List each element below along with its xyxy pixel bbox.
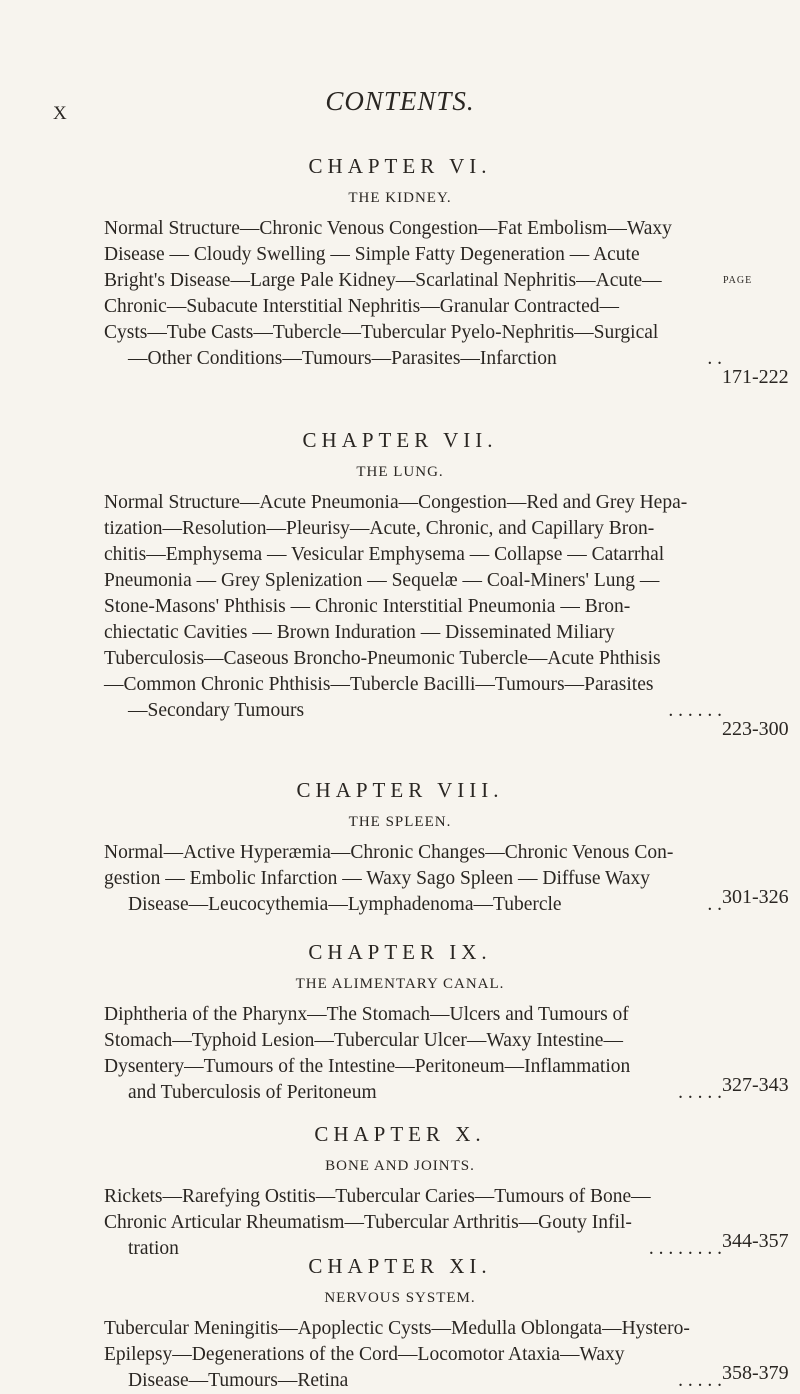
chapter-title: CHAPTER XI. bbox=[308, 1254, 492, 1278]
dot-leaders: . . . . . bbox=[678, 1082, 722, 1103]
chapter-contents bbox=[104, 490, 722, 724]
contents-line: —Other Conditions—Tumours—Parasites—Infarction bbox=[128, 348, 557, 369]
running-title: CONTENTS. bbox=[325, 86, 475, 116]
page-range: 344-357 bbox=[722, 1230, 789, 1252]
chapter-contents bbox=[104, 216, 722, 372]
contents-line: chiectatic Cavities — Brown Induration — Disseminated Miliary bbox=[104, 622, 615, 643]
dot-leaders: . . bbox=[707, 348, 722, 369]
contents-line: —Secondary Tumours bbox=[128, 700, 305, 721]
chapter-7 bbox=[0, 426, 800, 740]
contents-line: tization—Resolution—Pleurisy—Acute, Chronic, and Capillary Bron- bbox=[104, 518, 655, 539]
chapter-title: CHAPTER VI. bbox=[308, 154, 492, 178]
chapter-subject: THE SPLEEN. bbox=[348, 814, 452, 830]
dot-leaders: . . bbox=[707, 894, 722, 915]
contents-line: Epilepsy—Degenerations of the Cord—Locomotor Ataxia—Waxy bbox=[104, 1344, 625, 1365]
chapter-subject: THE ALIMENTARY CANAL. bbox=[295, 976, 505, 992]
contents-last-line bbox=[104, 1368, 722, 1394]
contents-line: Dysentery—Tumours of the Intestine—Peritoneum—Inflammation bbox=[104, 1056, 631, 1077]
page-range: 358-379 bbox=[722, 1362, 789, 1384]
chapter-6 bbox=[0, 152, 800, 388]
contents-line: Disease—Tumours—Retina bbox=[128, 1370, 349, 1391]
chapter-title: CHAPTER X. bbox=[314, 1122, 486, 1146]
page-range: 327-343 bbox=[722, 1074, 789, 1096]
chapter-title: CHAPTER VIII. bbox=[296, 778, 504, 802]
contents-line: chitis—Emphysema — Vesicular Emphysema — Collapse — Catarrhal bbox=[104, 544, 665, 565]
contents-line: Stone-Masons' Phthisis — Chronic Interstitial Pneumonia — Bron- bbox=[104, 596, 631, 617]
chapter-contents bbox=[104, 1002, 722, 1106]
contents-line: Cysts—Tube Casts—Tubercle—Tubercular Pyelo-Nephritis—Surgical bbox=[104, 322, 659, 343]
chapter-subject: THE KIDNEY. bbox=[348, 190, 452, 206]
dot-leaders: . . . . . bbox=[678, 1370, 722, 1391]
contents-line: Diphtheria of the Pharynx—The Stomach—Ulcers and Tumours of bbox=[104, 1004, 629, 1025]
chapter-contents bbox=[104, 840, 722, 918]
contents-line: Tubercular Meningitis—Apoplectic Cysts—Medulla Oblongata—Hystero- bbox=[104, 1318, 690, 1339]
contents-line: Chronic—Subacute Interstitial Nephritis—Granular Contracted— bbox=[104, 296, 619, 317]
contents-line: Pneumonia — Grey Splenization — Sequelæ — Coal-Miners' Lung — bbox=[104, 570, 660, 591]
page-range: 223-300 bbox=[722, 718, 789, 740]
contents-line: Disease—Leucocythemia—Lymphadenoma—Tubercle bbox=[128, 894, 562, 915]
contents-line: Normal Structure—Acute Pneumonia—Congestion—Red and Grey Hepa- bbox=[104, 492, 688, 513]
contents-line: —Common Chronic Phthisis—Tubercle Bacilli—Tumours—Parasites bbox=[104, 674, 654, 695]
contents-line: and Tuberculosis of Peritoneum bbox=[128, 1082, 377, 1103]
chapter-10 bbox=[0, 1120, 800, 1262]
page-number: X bbox=[53, 103, 67, 124]
contents-line: Normal—Active Hyperæmia—Chronic Changes—Chronic Venous Con- bbox=[104, 842, 674, 863]
contents-line: tration bbox=[128, 1238, 179, 1259]
dot-leaders: . . . . . . bbox=[668, 700, 722, 721]
chapter-11 bbox=[0, 1252, 800, 1394]
chapter-subject: BONE AND JOINTS. bbox=[325, 1158, 475, 1174]
chapter-contents bbox=[104, 1316, 722, 1394]
page-range: 171-222 bbox=[722, 366, 789, 388]
chapter-9 bbox=[0, 938, 800, 1106]
contents-line: Disease — Cloudy Swelling — Simple Fatty Degeneration — Acute bbox=[104, 244, 640, 265]
chapter-title: CHAPTER VII. bbox=[302, 428, 498, 452]
chapter-subject: NERVOUS SYSTEM. bbox=[324, 1290, 476, 1306]
page-column-label: PAGE bbox=[723, 275, 753, 286]
contents-line: Bright's Disease—Large Pale Kidney—Scarlatinal Nephritis—Acute— bbox=[104, 270, 662, 291]
chapter-subject: THE LUNG. bbox=[356, 464, 444, 480]
page-range: 301-326 bbox=[722, 886, 789, 908]
chapter-contents bbox=[104, 1184, 722, 1262]
chapter-8 bbox=[0, 776, 800, 918]
dot-leaders: . . . . . . . . bbox=[648, 1238, 722, 1259]
contents-last-line bbox=[104, 892, 722, 918]
chapter-title: CHAPTER IX. bbox=[308, 940, 492, 964]
contents-line: gestion — Embolic Infarction — Waxy Sago Spleen — Diffuse Waxy bbox=[104, 868, 651, 889]
contents-last-line bbox=[104, 1080, 722, 1106]
contents-line: Tuberculosis—Caseous Broncho-Pneumonic Tubercle—Acute Phthisis bbox=[104, 648, 661, 669]
contents-last-line bbox=[104, 346, 722, 372]
contents-line: Normal Structure—Chronic Venous Congestion—Fat Embolism—Waxy bbox=[104, 218, 672, 239]
contents-line: Chronic Articular Rheumatism—Tubercular Arthritis—Gouty Infil- bbox=[104, 1212, 632, 1233]
contents-line: Rickets—Rarefying Ostitis—Tubercular Caries—Tumours of Bone— bbox=[104, 1186, 651, 1207]
contents-last-line bbox=[104, 698, 722, 724]
contents-line: Stomach—Typhoid Lesion—Tubercular Ulcer—Waxy Intestine— bbox=[104, 1030, 623, 1051]
